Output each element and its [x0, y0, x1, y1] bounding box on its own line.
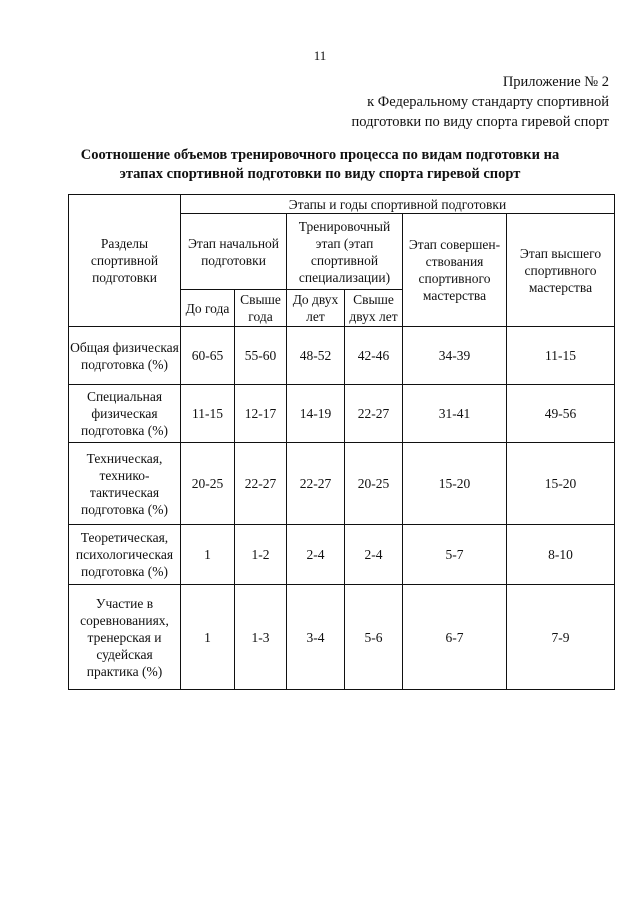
table-cell: 22-27 [287, 443, 345, 525]
row-label: Общая физическая подготовка (%) [69, 327, 181, 385]
table-cell: 1 [181, 525, 235, 585]
table-cell: 11-15 [181, 385, 235, 443]
table-cell: 1-2 [235, 525, 287, 585]
table-cell: 12-17 [235, 385, 287, 443]
year-header: До двух лет [287, 290, 345, 327]
table-row [69, 385, 615, 443]
page-number: 11 [313, 48, 327, 63]
stub-header: Разделы спортивной подготовки [69, 195, 181, 327]
row-label: Участие в соревнованиях, тренерская и судейская практика (%) [69, 585, 181, 690]
appendix-line: к Федеральному стандарту спортивной [367, 94, 609, 110]
table-cell: 1-3 [235, 585, 287, 690]
year-header: До года [181, 290, 235, 327]
table-cell: 60-65 [181, 327, 235, 385]
table-cell: 49-56 [507, 385, 615, 443]
stage-header-improvement: Этап совершен-ствования спортивного мастерства [403, 214, 507, 327]
table-cell: 15-20 [507, 443, 615, 525]
row-label: Специальная физическая подготовка (%) [69, 385, 181, 443]
table-cell: 6-7 [403, 585, 507, 690]
table-cell: 3-4 [287, 585, 345, 690]
table-cell: 8-10 [507, 525, 615, 585]
table-cell: 5-7 [403, 525, 507, 585]
document-title-line: Соотношение объемов тренировочного процесса по видам подготовки на [80, 147, 560, 163]
year-header: Свыше года [235, 290, 287, 327]
table-cell: 42-46 [345, 327, 403, 385]
document-title [40, 146, 600, 184]
row-label: Теоретическая, психологическая подготовка (%) [69, 525, 181, 585]
row-label: Техническая, технико-тактическая подготовка (%) [69, 443, 181, 525]
table-cell: 2-4 [345, 525, 403, 585]
table-row [69, 585, 615, 690]
table-row [69, 327, 615, 385]
appendix-header [352, 72, 609, 132]
table-cell: 5-6 [345, 585, 403, 690]
stage-header-initial: Этап начальной подготовки [181, 214, 287, 290]
table-cell: 34-39 [403, 327, 507, 385]
table-cell: 20-25 [345, 443, 403, 525]
table-cell: 22-27 [235, 443, 287, 525]
table-cell: 11-15 [507, 327, 615, 385]
table-cell: 55-60 [235, 327, 287, 385]
stage-header-highest: Этап высшего спортивного мастерства [507, 214, 615, 327]
table-cell: 14-19 [287, 385, 345, 443]
table-cell: 2-4 [287, 525, 345, 585]
table-cell: 22-27 [345, 385, 403, 443]
appendix-line: подготовки по виду спорта гиревой спорт [351, 114, 609, 130]
stage-header-training: Тренировочный этап (этап спортивной специализации) [287, 214, 403, 290]
table-cell: 7-9 [507, 585, 615, 690]
table-cell: 31-41 [403, 385, 507, 443]
table-row [69, 443, 615, 525]
table-cell: 48-52 [287, 327, 345, 385]
document-title-line: этапах спортивной подготовки по виду спорта гиревой спорт [119, 166, 521, 182]
group-header: Этапы и годы спортивной подготовки [181, 195, 615, 214]
table-cell: 1 [181, 585, 235, 690]
table-cell: 20-25 [181, 443, 235, 525]
table-cell: 15-20 [403, 443, 507, 525]
appendix-line: Приложение № 2 [502, 74, 609, 90]
table-row [69, 525, 615, 585]
training-ratio-table [68, 194, 615, 690]
year-header: Свыше двух лет [345, 290, 403, 327]
